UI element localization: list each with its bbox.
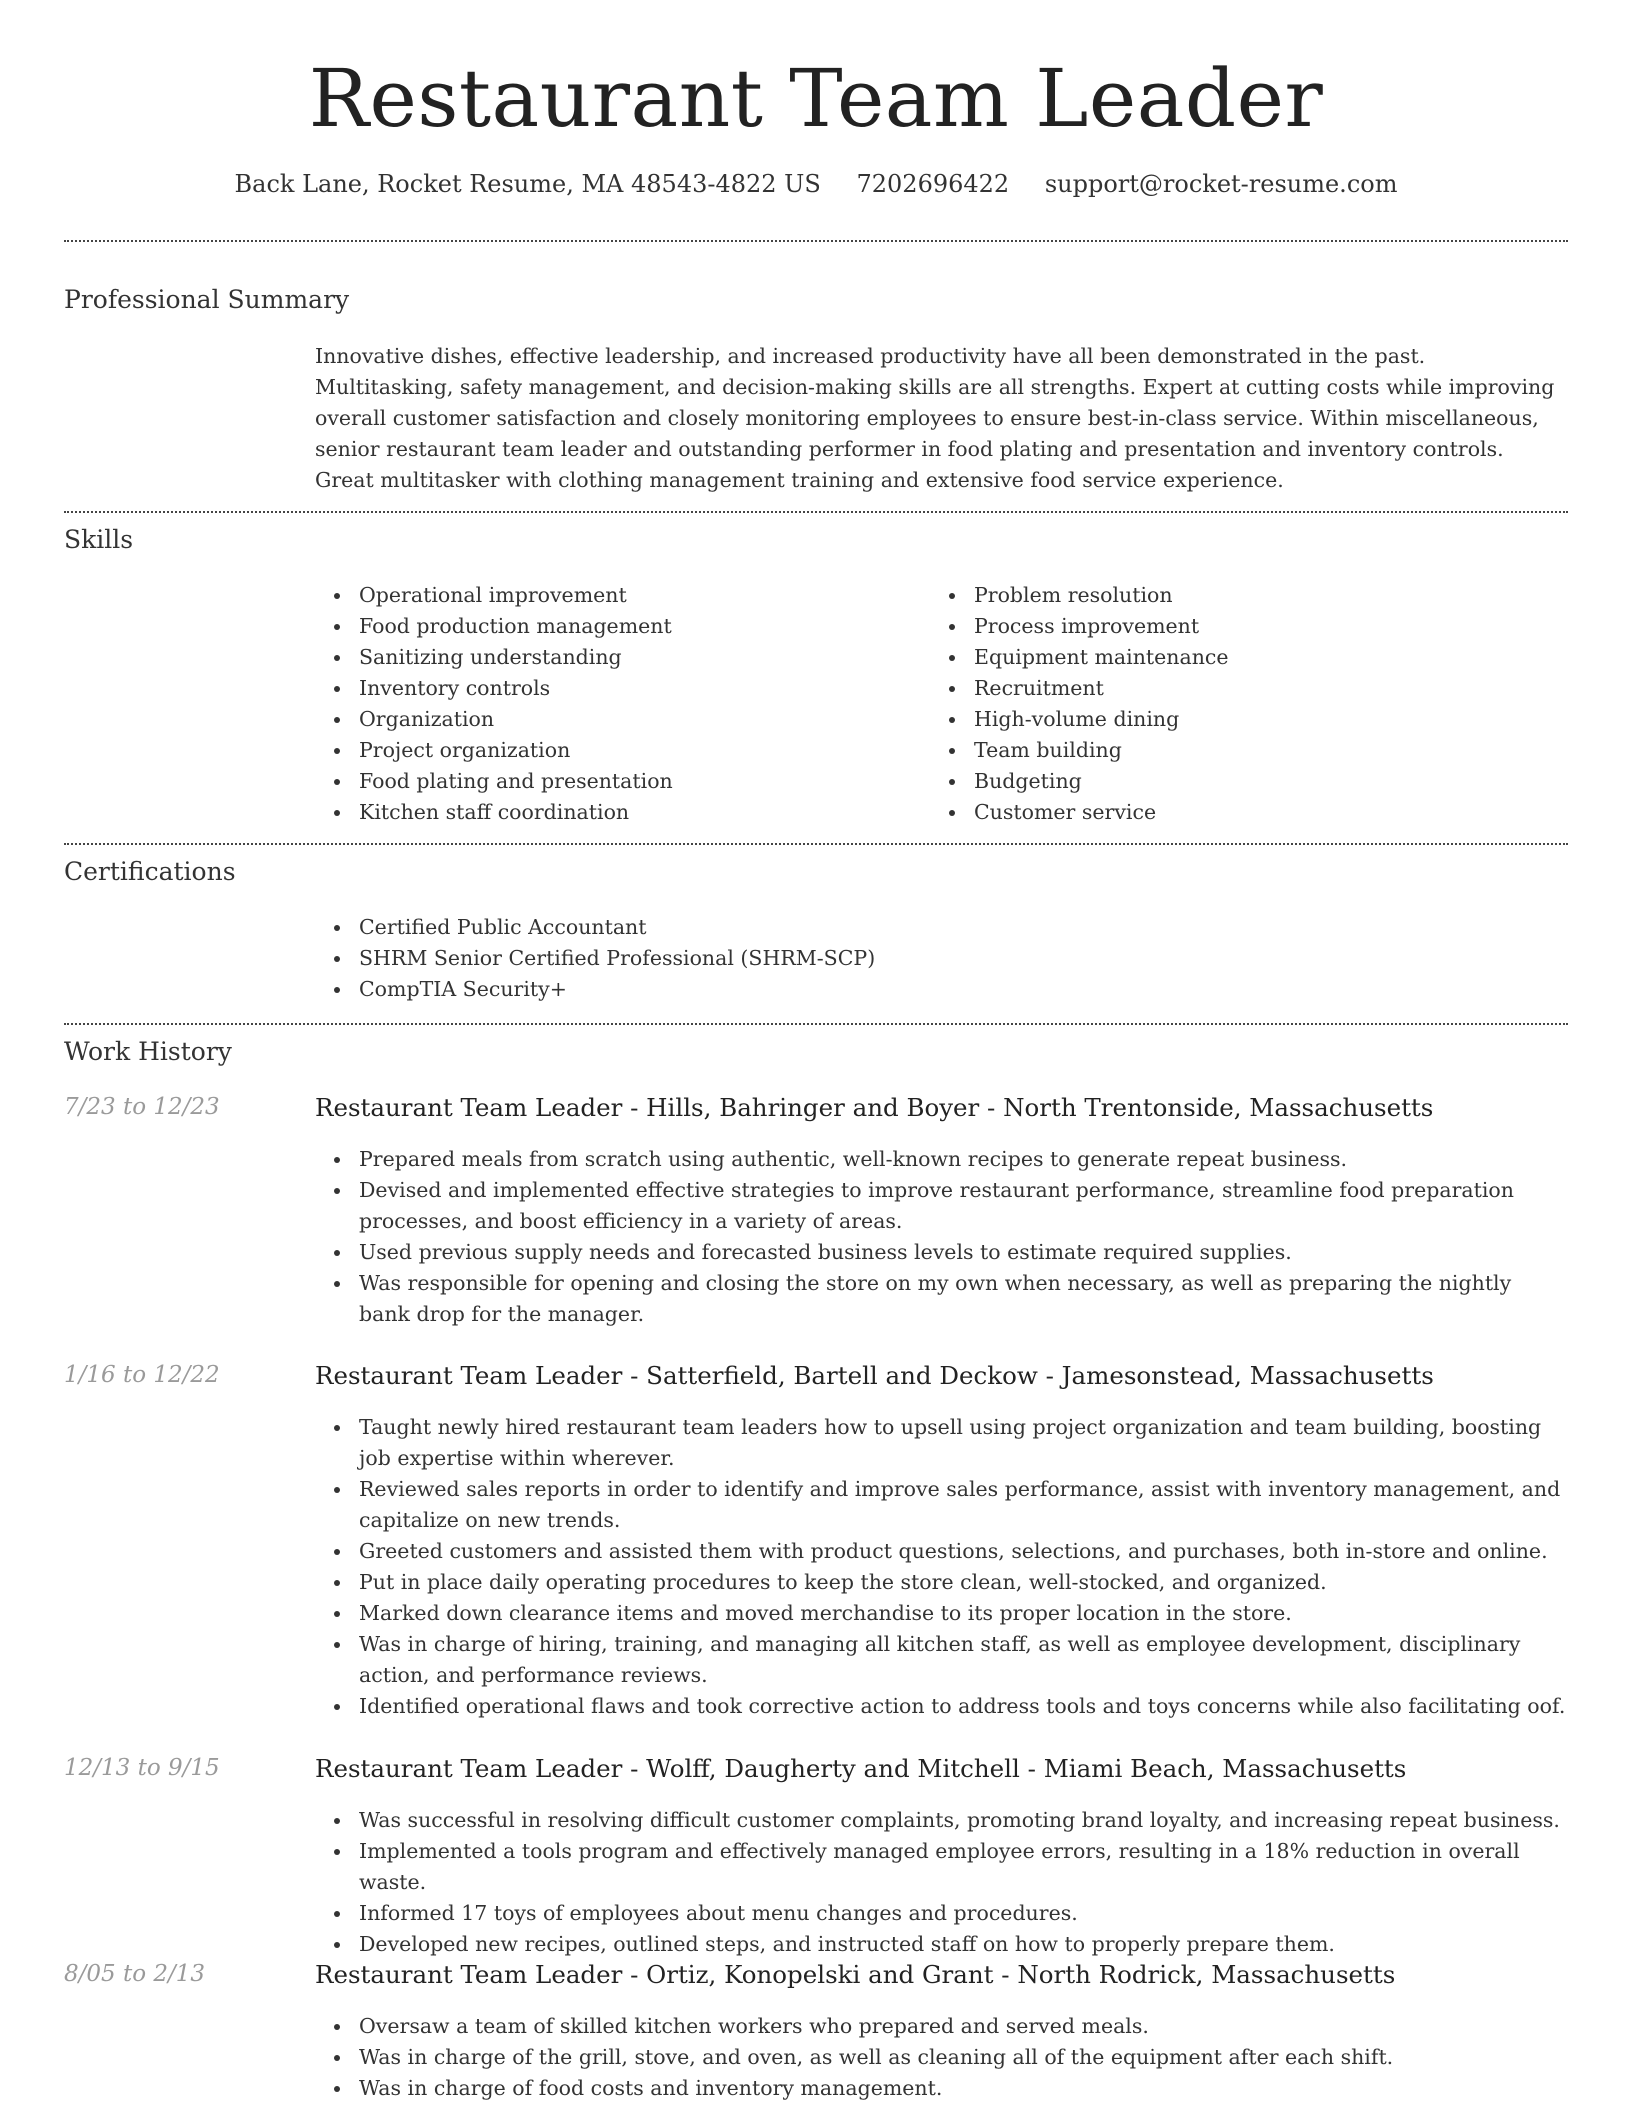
job-bullet: Developed new recipes, outlined steps, and instructed staff on how to properly prepare them. bbox=[315, 1929, 1568, 1960]
section-title-skills: Skills bbox=[64, 525, 134, 554]
skill-item: Process improvement bbox=[930, 611, 1530, 642]
skill-item: Problem resolution bbox=[930, 580, 1530, 611]
job-bullet: Oversaw a team of skilled kitchen workers who prepared and served meals. bbox=[315, 2011, 1568, 2042]
job-bullet: Identified operational flaws and took corrective action to address tools and toys concerns while also facilitating oof. bbox=[315, 1691, 1568, 1722]
divider bbox=[64, 240, 1568, 242]
job-bullet: Used previous supply needs and forecasted business levels to estimate required supplies. bbox=[315, 1237, 1568, 1268]
job-title: Restaurant Team Leader - Ortiz, Konopelski and Grant - North Rodrick, Massachusetts bbox=[315, 1960, 1396, 1989]
skill-item: Customer service bbox=[930, 797, 1530, 828]
certifications-list bbox=[315, 912, 1568, 1005]
skill-item: Equipment maintenance bbox=[930, 642, 1530, 673]
certification-item: Certified Public Accountant bbox=[315, 912, 1568, 943]
contact-email: support@rocket-resume.com bbox=[1044, 170, 1398, 198]
skill-item: Inventory controls bbox=[315, 673, 915, 704]
job-bullet: Prepared meals from scratch using authentic, well-known recipes to generate repeat business. bbox=[315, 1144, 1568, 1175]
job-bullets bbox=[315, 1805, 1568, 1960]
job-bullet: Put in place daily operating procedures to keep the store clean, well-stocked, and organized. bbox=[315, 1567, 1568, 1598]
job-bullet: Was responsible for opening and closing the store on my own when necessary, as well as preparing the nightly bank drop for the manager. bbox=[315, 1268, 1568, 1330]
divider bbox=[64, 843, 1568, 845]
job-title: Restaurant Team Leader - Hills, Bahringer and Boyer - North Trentonside, Massachusetts bbox=[315, 1093, 1434, 1122]
contact-line bbox=[64, 170, 1568, 198]
skill-item: High-volume dining bbox=[930, 704, 1530, 735]
job-date: 7/23 to 12/23 bbox=[64, 1094, 220, 1120]
job-bullet: Taught newly hired restaurant team leaders how to upsell using project organization and team building, boosting job expertise within wherever. bbox=[315, 1412, 1568, 1474]
job-date: 8/05 to 2/13 bbox=[64, 1961, 206, 1987]
contact-address: Back Lane, Rocket Resume, MA 48543-4822 US bbox=[234, 170, 821, 198]
section-title-summary: Professional Summary bbox=[64, 285, 350, 314]
contact-phone: 7202696422 bbox=[856, 170, 1010, 198]
certification-item: SHRM Senior Certified Professional (SHRM-SCP) bbox=[315, 943, 1568, 974]
job-bullet: Reviewed sales reports in order to identify and improve sales performance, assist with inventory management, and capitalize on new trends. bbox=[315, 1474, 1568, 1536]
job-bullet: Informed 17 toys of employees about menu changes and procedures. bbox=[315, 1898, 1568, 1929]
job-bullet: Was in charge of hiring, training, and managing all kitchen staff, as well as employee development, disciplinary action, and performance reviews. bbox=[315, 1629, 1568, 1691]
summary-text: Innovative dishes, effective leadership, and increased productivity have all been demonstrated in the past. Multitasking, safety management, and decision-making skills are all strengths. Expert at cutting costs while improving overall customer satisfaction and closely monitoring employees to ensure best-in-class service. Within miscellaneous, senior restaurant team leader and outstanding performer in food plating and presentation and inventory controls. Great multitasker with clothing management training and extensive food service experience. bbox=[315, 344, 1555, 492]
job-bullet: Was in charge of food costs and inventory management. bbox=[315, 2073, 1568, 2104]
job-date: 1/16 to 12/22 bbox=[64, 1362, 220, 1388]
skill-item: Sanitizing understanding bbox=[315, 642, 915, 673]
job-date: 12/13 to 9/15 bbox=[64, 1755, 220, 1781]
job-title: Restaurant Team Leader - Satterfield, Bartell and Deckow - Jamesonstead, Massachusetts bbox=[315, 1361, 1434, 1390]
job-bullets bbox=[315, 2011, 1568, 2104]
section-title-certifications: Certifications bbox=[64, 857, 236, 886]
skills-list-right bbox=[930, 580, 1530, 828]
divider bbox=[64, 1023, 1568, 1025]
job-bullet: Devised and implemented effective strategies to improve restaurant performance, streamline food preparation processes, and boost efficiency in a variety of areas. bbox=[315, 1175, 1568, 1237]
skill-item: Project organization bbox=[315, 735, 915, 766]
job-bullet: Implemented a tools program and effectively managed employee errors, resulting in a 18% reduction in overall waste. bbox=[315, 1836, 1568, 1898]
skill-item: Organization bbox=[315, 704, 915, 735]
certification-item: CompTIA Security+ bbox=[315, 974, 1568, 1005]
job-bullet: Was successful in resolving difficult customer complaints, promoting brand loyalty, and increasing repeat business. bbox=[315, 1805, 1568, 1836]
skill-item: Team building bbox=[930, 735, 1530, 766]
skill-item: Food plating and presentation bbox=[315, 766, 915, 797]
job-bullet: Marked down clearance items and moved merchandise to its proper location in the store. bbox=[315, 1598, 1568, 1629]
section-title-work-history: Work History bbox=[64, 1037, 232, 1066]
job-title: Restaurant Team Leader - Wolff, Daugherty and Mitchell - Miami Beach, Massachusetts bbox=[315, 1754, 1407, 1783]
job-bullets bbox=[315, 1144, 1568, 1330]
job-bullet: Greeted customers and assisted them with product questions, selections, and purchases, both in-store and online. bbox=[315, 1536, 1568, 1567]
job-bullet: Was in charge of the grill, stove, and oven, as well as cleaning all of the equipment after each shift. bbox=[315, 2042, 1568, 2073]
skills-list-left bbox=[315, 580, 915, 828]
skill-item: Budgeting bbox=[930, 766, 1530, 797]
skill-item: Recruitment bbox=[930, 673, 1530, 704]
skill-item: Kitchen staff coordination bbox=[315, 797, 915, 828]
skill-item: Food production management bbox=[315, 611, 915, 642]
skill-item: Operational improvement bbox=[315, 580, 915, 611]
divider bbox=[64, 511, 1568, 513]
resume-name: Restaurant Team Leader bbox=[308, 52, 1324, 145]
job-bullets bbox=[315, 1412, 1568, 1722]
